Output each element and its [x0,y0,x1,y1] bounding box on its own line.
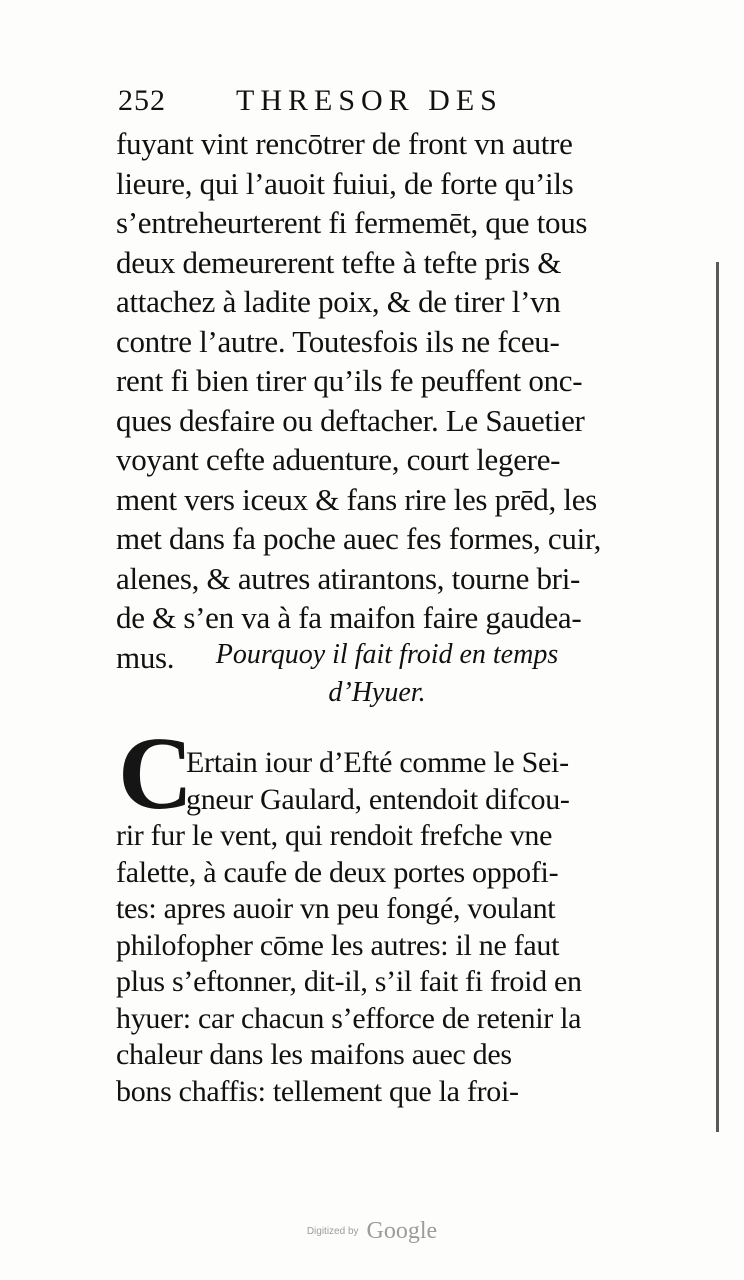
text-line: contre l’autre. Toutesfois ils ne fceu- [116,323,560,359]
text-line: chaleur dans les maifons auec des [116,1038,512,1071]
section-heading-line-1: Pourquoy il fait froid en temps [215,639,559,670]
section-heading [0,636,744,712]
text-line: gneur Gaulard, entendoit difcou- [186,782,570,816]
watermark-brand: Google [366,1218,438,1244]
text-line: voyant cefte aduenture, court legere- [116,442,561,477]
page-number: 252 [118,84,166,117]
text-line: hyuer: car chacun s’efforce de retenir la [116,1001,582,1035]
text-line: ques desfaire ou deftacher. Le Sauetier [116,402,585,438]
text-line: met dans fa poche auec fes formes, cuir, [116,521,602,556]
page-edge-shadow [716,262,719,1132]
text-line: lieure, qui l’auoit fuiui, de forte qu’ils [116,165,574,201]
digitization-watermark [0,1218,744,1245]
text-line: alenes, & autres atirantons, tourne bri- [116,560,581,596]
watermark-small-text: Digitized by [306,1226,359,1237]
running-head [118,84,658,124]
text-line: philofopher cōme les autres: il ne faut [116,928,560,962]
text-line: fuyant vint rencōtrer de front vn autre [116,126,573,161]
text-line: plus s’eftonner, dit-il, s’il fait fi froid en [116,965,582,998]
text-line: rir fur le vent, qui rendoit frefche vne [116,819,553,852]
running-head-title: THRESOR DES [236,84,503,117]
text-line: de & s’en va à fa maifon faire gaudea- [116,600,582,635]
text-line: Ertain iour d’Efté comme le Sei- [186,746,569,779]
text-line: ment vers iceux & fans rire les prēd, les [116,481,597,517]
section-heading-line-2: d’Hyuer. [328,677,426,708]
text-line: attachez à ladite poix, & de tirer l’vn [116,284,561,319]
text-line: tes: apres auoir vn peu fongé, voulant [116,892,556,925]
text-line: rent fi bien tirer qu’ils fe peuffent onc- [116,363,583,398]
text-line: mus. [116,639,175,675]
text-line: s’entreheurterent fi fermemēt, que tous [116,205,588,240]
text-line: deux demeurerent tefte à tefte pris & [116,244,562,280]
paragraph-text [116,745,656,1110]
text-line: bons chaffis: tellement que la froi- [116,1074,519,1108]
text-line: falette, à caufe de deux portes oppofi- [116,855,559,889]
drop-cap-initial: C [118,716,194,831]
body-text [116,124,656,677]
